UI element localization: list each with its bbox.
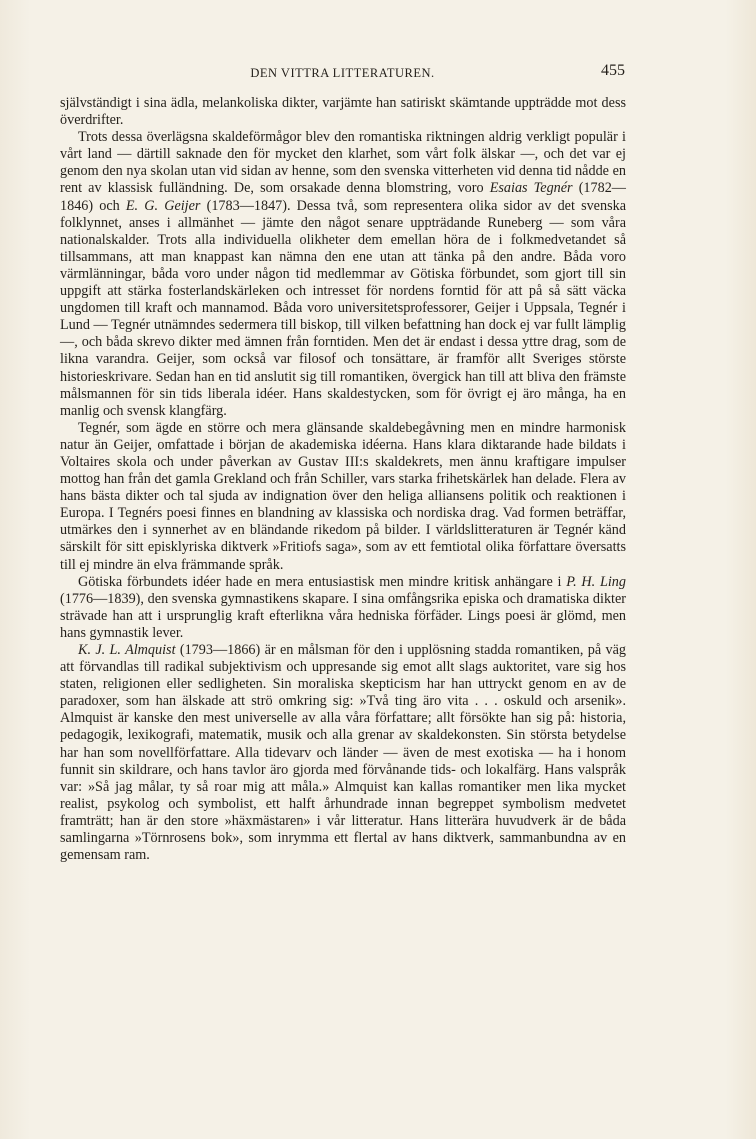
- author-name: E. G. Geijer: [125, 197, 201, 214]
- page-number: 455: [601, 62, 625, 79]
- paragraph: [60, 420, 626, 574]
- author-name: Esaias Tegnér: [489, 180, 573, 197]
- text-span: Tegnér, som ägde en större och mera glänsande skaldebegåvning men en mindre harmonisk natur än Geijer, omfattade i början de akademiska idéerna. Hans klara diktarande hade bildats i Voltaires skola och under påverkan av Gustav III:s skaldekrets, men ännu kraftigare impulser mottog han från det gamla Grekland och från Schiller, vars starka frihetskärlek han delade. Flera av hans bästa dikter och tal sjuda av indignation över den heliga alliansens politik och reaktionen i Europa. I Tegnérs poesi finnes en blandning av klassiska och nordiska drag. Vad formen beträffar, utmärkes den i synnerhet av en bländande rikedom på bilder. I världslitteraturen är Tegnér känd särskilt för sitt episklyriska diktverk »Fritiofs saga», som av ett femtiotal olika författare översatts till ej mindre än elva främmande språk.: [60, 419, 626, 573]
- paragraph: [60, 574, 626, 642]
- text-span: Götiska förbundets idéer hade en mera entusiastisk men mindre kritisk anhängare i: [78, 573, 567, 590]
- author-name: P. H. Ling: [566, 573, 626, 590]
- author-name: K. J. L. Almquist: [78, 642, 176, 658]
- text-span: Trots dessa överlägsna skaldeförmågor blev den romantiska riktningen aldrig verkligt populär i vårt land — därtill saknade den för mycket den klarhet, som vårt folk älskar —, och det var ej genom den nya skolan utan vid sidan av henne, som den svenska vitterheten vid denna tid nådde en rent av klassisk fulländning. De, som orsakade denna blomstring, voro: [60, 129, 626, 197]
- text-span: (1793—1866) är en målsman för den i upplösning stadda romantiken, på väg att förvandlas till radikal subjektivism och uppresande sig emot allt slags auktoritet, vare sig hos staten, religionen eller sedligheten. Sin moraliska skepticism har han uttryckt genom en av de paradoxer, som han älskade att strö omkring sig: »Två ting äro vita . . . oskuld och arsenik». Almquist är kanske den mest universelle av alla våra författare; allt försökte han sig på: historia, pedagogik, lexikografi, matematik, musik och alla grenar av skaldekonsten. Sin största betydelse har han som novellförfattare. Alla tidevarv och länder — även de mest exotiska — ha i honom funnit sin skildrare, och hans tavlor äro gjorda med förvånande tids- och lokalfärg. Hans valspråk var: »Så jag målar, ty så roar mig att måla.» Almquist kan kallas romantiker men lika mycket realist, psykolog och symbolist, ett halft århundrade innan begreppet symbolism medvetet framträtt; han är den store »häxmästaren» i vår litteratur. Hans litterära huvudverk är de båda samlingarna »Törnrosens bok», som inrymma ett flertal av hans diktverk, sammanbundna av en gemensam ram.: [60, 642, 626, 864]
- paragraph: [60, 642, 626, 864]
- text-span: självständigt i sina ädla, melankoliska dikter, varjämte han satiriskt skämtande uppträdde mot dess överdrifter.: [60, 95, 626, 129]
- text-span: (1782—1846) och: [60, 180, 626, 214]
- paragraph: [60, 95, 626, 129]
- text-span: (1783—1847). Dessa två, som representera olika sidor av det svenska folklynnet, anses i allmänhet — jämte den något senare uppträdande Runeberg — som våra nationalskalder. Trots alla individuella olikheter dem emellan höra de i folkmedvetandet så tillsammans, att man knappast kan nämna den ene utan att tänka på den andre. Båda voro värmlänningar, båda voro under någon tid medlemmar av Götiska förbundet, som gjort till sin uppgift att stärka fosterlandskärleken och intresset för nordens forntid för att på så sätt väcka ungdomen till kraft och mannamod. Båda voro universitetsprofessorer, Geijer i Uppsala, Tegnér i Lund — Tegnér utnämndes sedermera till biskop, till vilken befattning han dock ej var fullt lämplig —, och båda skrevo dikter med ämnen från forntiden. Men det är endast i dessa yttre drag, som de likna varandra. Geijer, som också var filosof och tonsättare, är framför allt Sveriges störste historieskrivare. Sedan han en tid anslutit sig till romantiken, övergick han till att bliva den främste målsmannen för sin tids liberala idéer. Hans skaldestycken, som för övrigt ej äro många, ha en manlig och svensk klangfärg.: [60, 197, 626, 419]
- body-text: [60, 95, 626, 864]
- running-title: DEN VITTRA LITTERATUREN.: [250, 66, 435, 80]
- running-head: [60, 62, 625, 82]
- paragraph: [60, 129, 626, 420]
- text-span: (1776—1839), den svenska gymnastikens skapare. I sina omfångsrika episka och dramatiska dikter strävade han att i ursprunglig kraft efterlikna våra hedniska förfäder. Lings poesi är glömd, men hans gymnastik lever.: [60, 590, 626, 641]
